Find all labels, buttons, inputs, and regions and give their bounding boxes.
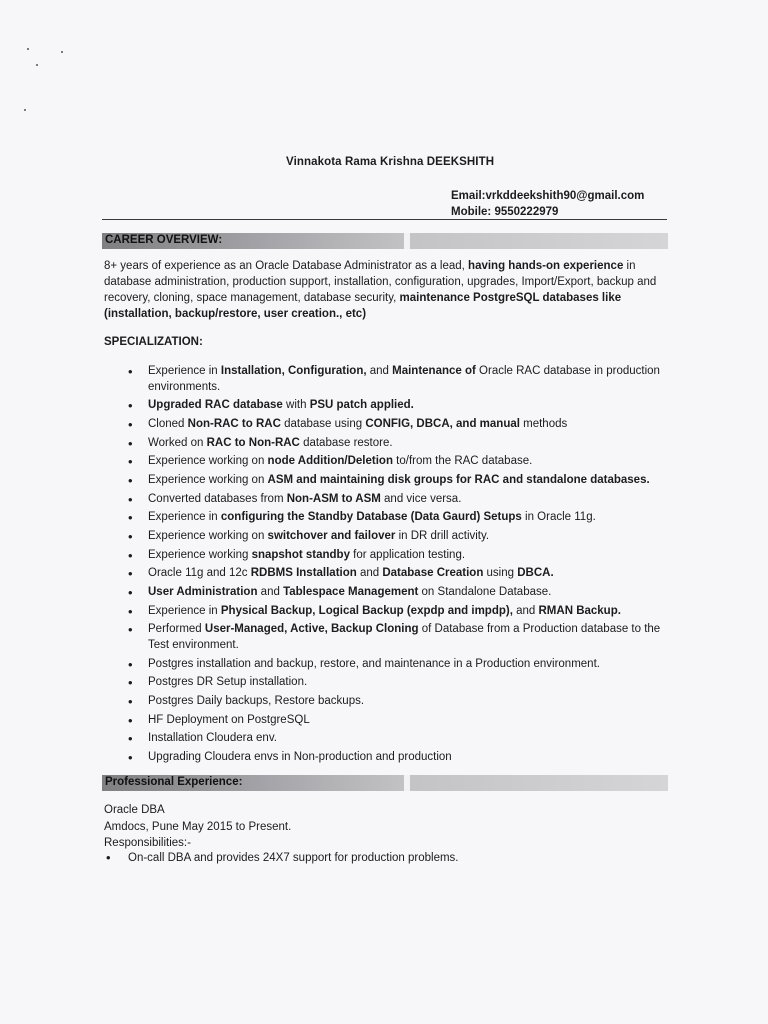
text: of Database from a Production database to the Test environment. — [148, 623, 661, 651]
text: 8+ years of experience as an Oracle Database Administrator as a lead, — [104, 260, 469, 272]
bold-text: RMAN Backup. — [538, 604, 621, 617]
bar-separator — [404, 233, 410, 249]
specialization-title: SPECIALIZATION: — [104, 336, 203, 348]
specialization-item — [148, 436, 668, 452]
text: Experience working on — [148, 530, 268, 542]
bold-text: RAC to Non-RAC — [206, 436, 300, 449]
specialization-item — [148, 622, 668, 653]
specialization-item — [148, 473, 668, 489]
text: Postgres DR Setup installation. — [148, 676, 308, 689]
specialization-item — [148, 731, 668, 747]
specialization-item — [148, 750, 668, 766]
bold-text: Physical Backup, Logical Backup (expdp and impdp), — [220, 604, 513, 617]
specialization-item — [148, 454, 668, 470]
bold-text: Database Creation — [382, 567, 484, 580]
specialization-item — [148, 492, 668, 508]
specialization-item — [148, 364, 668, 395]
text: in Oracle 11g. — [521, 511, 596, 524]
contact-block — [451, 188, 644, 220]
bar-separator — [404, 775, 410, 791]
text: Experience in — [148, 365, 221, 377]
scan-speck — [24, 109, 26, 111]
text: on Standalone Database. — [418, 586, 552, 599]
specialization-item — [148, 675, 668, 691]
text: in DR drill activity. — [395, 530, 490, 542]
specialization-item — [148, 566, 668, 582]
specialization-item — [148, 657, 668, 673]
specialization-item — [148, 398, 668, 414]
bold-text: CONFIG, DBCA, and manual — [365, 417, 520, 430]
mobile-text: Mobile: 9550222979 — [451, 206, 559, 218]
bold-text: PSU patch applied. — [309, 399, 414, 412]
bold-text: configuring the Standby Database (Data Gaurd) Setups — [220, 511, 522, 524]
specialization-list — [148, 364, 668, 769]
specialization-item — [148, 529, 668, 545]
text: in database administration, production support, installation, configuration, upgrades, Import/Export, backup and recovery, cloning, space management, database security, — [104, 260, 657, 304]
email-text: Email:vrkddeekshith90@gmail.com — [451, 190, 645, 202]
header-divider — [102, 219, 667, 220]
text: with — [282, 399, 310, 412]
responsibilities-label: Responsibilities:- — [104, 837, 191, 849]
bold-text: Non-RAC to RAC — [187, 417, 281, 430]
text: Upgrading Cloudera envs in Non-production and production — [148, 751, 452, 764]
candidate-name: Vinnakota Rama Krishna DEEKSHITH — [286, 156, 495, 168]
career-overview-title: CAREER OVERVIEW: — [105, 234, 223, 246]
text: Cloned — [148, 417, 188, 430]
bold-text: User-Managed, Active, Backup Cloning — [204, 623, 419, 636]
career-overview-bar — [102, 233, 668, 249]
bold-text: snapshot standby — [251, 548, 350, 561]
text: database using — [280, 417, 366, 430]
specialization-item — [148, 510, 668, 526]
bold-text: Tablespace Management — [283, 586, 419, 599]
specialization-item — [148, 548, 668, 564]
bold-text: Non-ASM to ASM — [286, 492, 381, 505]
scan-speck — [27, 48, 29, 50]
specialization-item — [148, 417, 668, 433]
bold-text: node Addition/Deletion — [267, 455, 393, 468]
text: Experience working on — [148, 473, 268, 486]
professional-experience-title: Professional Experience: — [105, 776, 243, 788]
text: and vice versa. — [380, 492, 462, 505]
specialization-item — [148, 694, 668, 710]
professional-experience-bar — [102, 775, 668, 791]
bold-text: Installation, Configuration, — [220, 365, 367, 377]
specialization-item — [148, 713, 668, 729]
scan-speck — [36, 64, 38, 66]
responsibility-item: • On-call DBA and provides 24X7 support for production problems. — [128, 850, 648, 866]
specialization-item — [148, 585, 668, 601]
text: and — [257, 586, 284, 599]
text: Experience working — [148, 548, 252, 561]
text: and — [512, 604, 539, 617]
career-overview-paragraph — [104, 258, 664, 322]
job-company: Amdocs, Pune May 2015 to Present. — [104, 820, 292, 833]
text: Experience in — [148, 604, 221, 617]
job-role: Oracle DBA — [104, 804, 165, 816]
text: and — [356, 567, 383, 580]
text: Oracle 11g and 12c — [148, 567, 251, 580]
bold-text: Upgraded RAC database — [148, 399, 283, 412]
experience-block — [104, 802, 291, 852]
bold-text: maintenance PostgreSQL databases like (installation, backup/restore, user creation., etc) — [104, 292, 622, 320]
text: Converted databases from — [148, 492, 287, 505]
bold-text: RDBMS Installation — [250, 567, 357, 580]
text: database restore. — [299, 436, 393, 449]
text: for application testing. — [349, 548, 466, 561]
bold-text: ASM and maintaining disk groups for RAC and standalone databases. — [267, 473, 650, 486]
text: Postgres Daily backups, Restore backups. — [148, 695, 365, 707]
text: Oracle RAC database in production environments. — [148, 365, 660, 393]
text: and — [366, 365, 393, 377]
bold-text: having hands-on experience — [468, 260, 624, 272]
text: to/from the RAC database. — [392, 455, 533, 468]
bold-text: Maintenance of — [392, 365, 476, 377]
text: Experience in — [148, 511, 221, 524]
text: Experience working on — [148, 455, 268, 468]
bold-text: User Administration — [148, 586, 258, 599]
bold-text: switchover and failover — [267, 530, 396, 542]
bold-text: DBCA. — [517, 567, 554, 580]
text: Performed — [148, 623, 205, 636]
text: Worked on — [148, 436, 207, 449]
responsibilities-list — [128, 850, 648, 866]
text: HF Deployment on PostgreSQL — [148, 713, 310, 726]
text: Installation Cloudera env. — [148, 732, 277, 745]
specialization-item — [148, 604, 668, 620]
text: using — [483, 567, 518, 580]
text: Postgres installation and backup, restore, and maintenance in a Production environment. — [148, 657, 600, 670]
scan-speck — [61, 51, 63, 53]
text: methods — [519, 417, 568, 430]
